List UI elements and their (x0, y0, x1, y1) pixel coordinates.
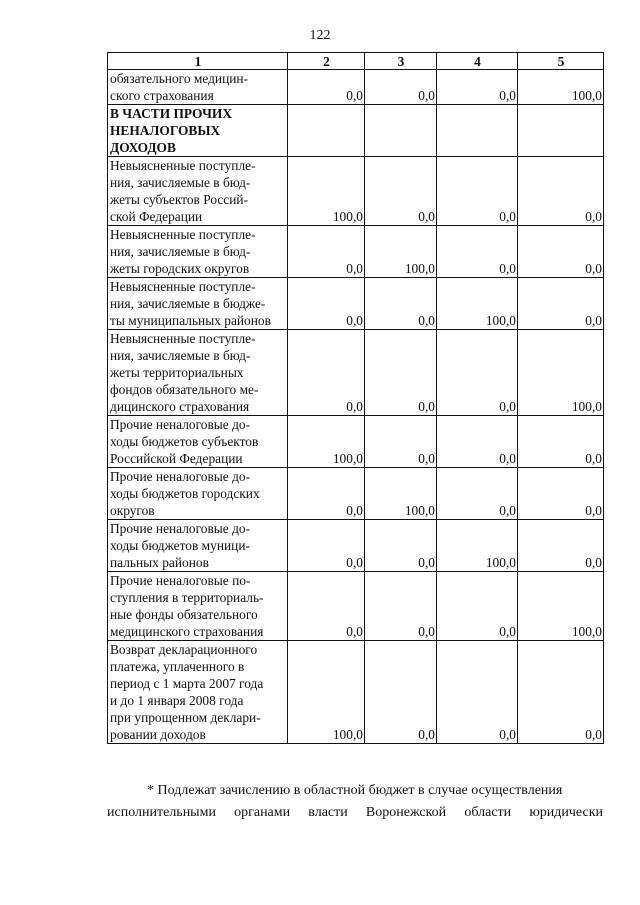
value-cell-col-4: 0,0 (437, 641, 518, 744)
table-row (108, 226, 604, 278)
value-cell-col-5: 0,0 (518, 226, 604, 278)
column-header-2: 2 (288, 53, 365, 70)
value-cell-col-5: 0,0 (518, 157, 604, 226)
value-cell-col-4: 0,0 (437, 70, 518, 105)
value-cell-col-3: 0,0 (365, 416, 437, 468)
section-heading-cell: В ЧАСТИ ПРОЧИХ НЕНАЛОГОВЫХ ДОХОДОВ (108, 105, 288, 157)
value-cell-col-4: 0,0 (437, 468, 518, 520)
column-header-3: 3 (365, 53, 437, 70)
value-cell-col-5: 100,0 (518, 70, 604, 105)
value-cell-col-3: 0,0 (365, 70, 437, 105)
value-cell-col-2: 0,0 (288, 330, 365, 416)
row-name-cell: Прочие неналоговые до- ходы бюджетов муници- пальных районов (108, 520, 288, 572)
table-row (108, 278, 604, 330)
value-cell-col-3: 100,0 (365, 226, 437, 278)
value-cell-col-2: 100,0 (288, 416, 365, 468)
value-cell-col-3: 0,0 (365, 520, 437, 572)
value-cell-col-5: 100,0 (518, 572, 604, 641)
value-cell-col-4: 100,0 (437, 520, 518, 572)
value-cell-col-3: 0,0 (365, 641, 437, 744)
value-cell-col-3: 0,0 (365, 278, 437, 330)
row-name-cell: Прочие неналоговые до- ходы бюджетов субъектов Российской Федерации (108, 416, 288, 468)
value-cell-col-4 (437, 105, 518, 157)
value-cell-col-4: 0,0 (437, 416, 518, 468)
page-number: 122 (309, 28, 331, 43)
value-cell-col-5: 0,0 (518, 468, 604, 520)
value-cell-col-5: 0,0 (518, 416, 604, 468)
value-cell-col-2: 0,0 (288, 468, 365, 520)
table-header-row (108, 53, 604, 70)
table-row (108, 70, 604, 105)
value-cell-col-4: 0,0 (437, 157, 518, 226)
value-cell-col-4: 0,0 (437, 330, 518, 416)
value-cell-col-2: 0,0 (288, 278, 365, 330)
table-row (108, 157, 604, 226)
value-cell-col-5: 0,0 (518, 641, 604, 744)
value-cell-col-2: 0,0 (288, 226, 365, 278)
table-row (108, 520, 604, 572)
value-cell-col-2 (288, 105, 365, 157)
revenue-distribution-table (107, 52, 604, 744)
row-name-cell: Невыясненные поступле- ния, зачисляемые в бюд- жеты городских округов (108, 226, 288, 278)
value-cell-col-2: 100,0 (288, 641, 365, 744)
value-cell-col-3: 0,0 (365, 330, 437, 416)
value-cell-col-5: 0,0 (518, 520, 604, 572)
value-cell-col-2: 100,0 (288, 157, 365, 226)
value-cell-col-3: 0,0 (365, 572, 437, 641)
value-cell-col-3 (365, 105, 437, 157)
value-cell-col-3: 0,0 (365, 157, 437, 226)
footnote-line-2: исполнительными органами власти Воронежской области юридически (107, 805, 603, 820)
value-cell-col-5: 100,0 (518, 330, 604, 416)
value-cell-col-3: 100,0 (365, 468, 437, 520)
table-row (108, 330, 604, 416)
value-cell-col-5: 0,0 (518, 278, 604, 330)
row-name-cell: обязательного медицин- ского страхования (108, 70, 288, 105)
value-cell-col-5 (518, 105, 604, 157)
column-header-5: 5 (518, 53, 604, 70)
row-name-cell: Прочие неналоговые по- ступления в территориаль- ные фонды обязательного медицинского страхования (108, 572, 288, 641)
value-cell-col-4: 0,0 (437, 572, 518, 641)
footnote (107, 780, 603, 824)
table-body (108, 70, 604, 744)
value-cell-col-2: 0,0 (288, 572, 365, 641)
column-header-4: 4 (437, 53, 518, 70)
column-header-1: 1 (108, 53, 288, 70)
row-name-cell: Невыясненные поступле- ния, зачисляемые в бюдже- ты муниципальных районов (108, 278, 288, 330)
value-cell-col-2: 0,0 (288, 520, 365, 572)
table-row (108, 641, 604, 744)
value-cell-col-2: 0,0 (288, 70, 365, 105)
row-name-cell: Невыясненные поступле- ния, зачисляемые в бюд- жеты территориальных фондов обязательного ме- дицинского страхования (108, 330, 288, 416)
row-name-cell: Возврат декларационного платежа, уплаченного в период с 1 марта 2007 года и до 1 января 2008 года при упрощенном деклари- ровании доходов (108, 641, 288, 744)
value-cell-col-4: 100,0 (437, 278, 518, 330)
row-name-cell: Невыясненные поступле- ния, зачисляемые в бюд- жеты субъектов Россий- ской Федерации (108, 157, 288, 226)
row-name-cell: Прочие неналоговые до- ходы бюджетов городских округов (108, 468, 288, 520)
table-row (108, 416, 604, 468)
value-cell-col-4: 0,0 (437, 226, 518, 278)
footnote-line-1: * Подлежат зачислению в областной бюджет в случае осуществления (147, 783, 563, 798)
table-row (108, 105, 604, 157)
table-row (108, 572, 604, 641)
table-row (108, 468, 604, 520)
